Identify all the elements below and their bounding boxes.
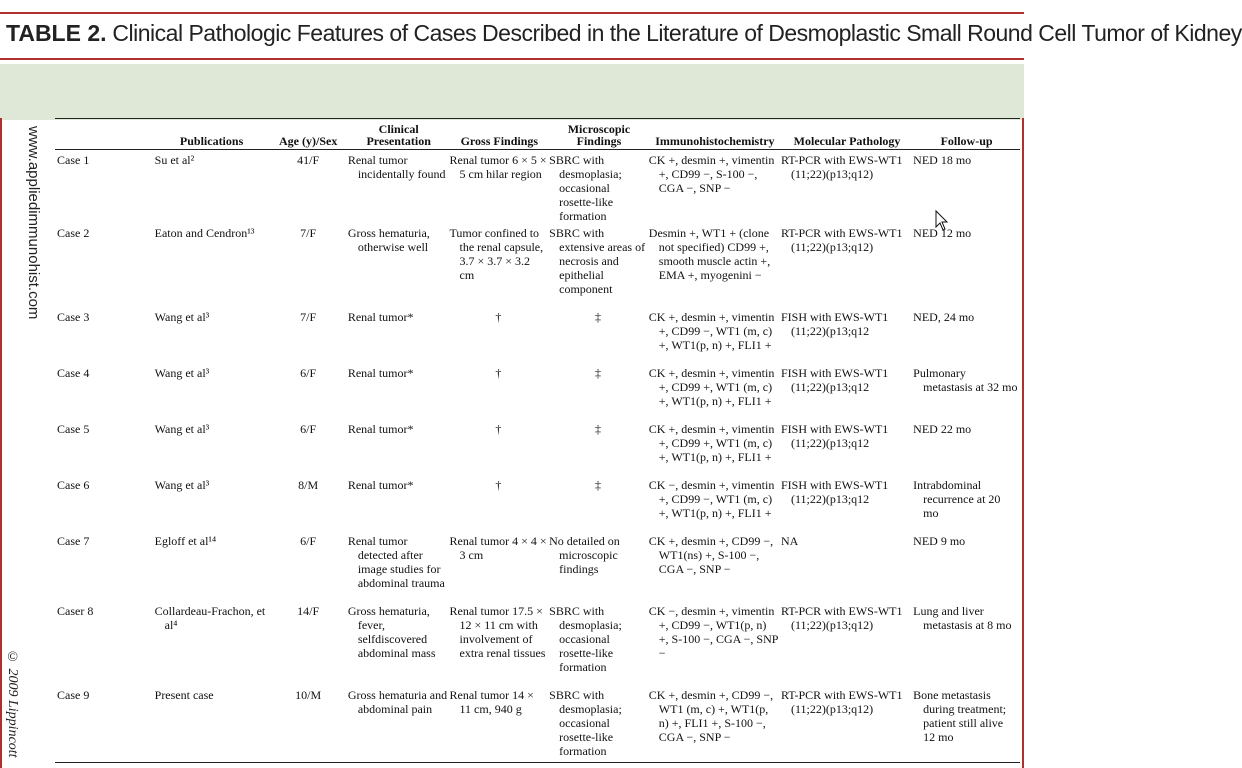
cell-follow-up: NED 12 mo bbox=[913, 226, 972, 240]
cell-microscopic-findings: SBRC with desmoplasia; occasional rosette-like formation bbox=[549, 153, 622, 223]
cell-gross-findings: Renal tumor 14 × 11 cm, 940 g bbox=[449, 688, 534, 716]
header-publications: Publications bbox=[155, 119, 269, 150]
cell-immunohistochemistry: CK −, desmin +, vimentin +, CD99 −, WT1 (m, c) +, WT1(p, n) +, FLI1 + bbox=[648, 478, 775, 520]
table-row bbox=[55, 475, 1020, 531]
cell-immunohistochemistry: CK +, desmin +, vimentin +, CD99 +, WT1 (m, c) +, WT1(p, n) +, FLI1 + bbox=[648, 422, 775, 464]
side-copyright-text: © 2009 Lippincott bbox=[5, 650, 20, 758]
table-title-label: TABLE 2. bbox=[6, 20, 107, 46]
cell-microscopic-findings: ‡ bbox=[594, 478, 601, 492]
cell-age-sex: 41/F bbox=[297, 153, 320, 167]
cell-age-sex: 10/M bbox=[295, 688, 322, 702]
cell-microscopic-findings: SBRC with extensive areas of necrosis and epithelial component bbox=[549, 226, 646, 296]
cell-follow-up: Intrabdominal recurrence at 20 mo bbox=[913, 478, 1001, 520]
cell-gross-findings: Renal tumor 6 × 5 × 5 cm hilar region bbox=[449, 153, 547, 181]
header-age-sex: Age (y)/Sex bbox=[269, 119, 348, 150]
cell-molecular-pathology: RT-PCR with EWS-WT1 (11;22)(p13;q12) bbox=[780, 688, 903, 716]
table-container bbox=[55, 118, 1020, 763]
cell-age-sex: 8/M bbox=[298, 478, 319, 492]
table-row bbox=[55, 307, 1020, 363]
cell-clinical-presentation: Renal tumor* bbox=[347, 366, 414, 380]
cell-microscopic-findings: SBRC with desmoplasia; occasional rosette-like formation bbox=[549, 688, 622, 758]
cell-gross-findings: † bbox=[495, 366, 502, 380]
cell-molecular-pathology: RT-PCR with EWS-WT1 (11;22)(p13;q12) bbox=[780, 604, 903, 632]
cell-publication: Wang et al³ bbox=[154, 366, 210, 380]
cell-case: Case 9 bbox=[57, 688, 90, 702]
cell-age-sex: 6/F bbox=[300, 534, 317, 548]
header-immunohistochemistry: Immunohistochemistry bbox=[649, 119, 781, 150]
cell-follow-up: Pulmonary metastasis at 32 mo bbox=[913, 366, 1018, 394]
table-row bbox=[55, 419, 1020, 475]
cell-publication: Present case bbox=[154, 688, 214, 702]
cell-age-sex: 7/F bbox=[300, 226, 317, 240]
cell-gross-findings: † bbox=[495, 422, 502, 436]
table-row bbox=[55, 685, 1020, 758]
cell-age-sex: 14/F bbox=[297, 604, 320, 618]
cell-gross-findings: † bbox=[495, 478, 502, 492]
cell-molecular-pathology: FISH with EWS-WT1 (11;22)(p13;q12 bbox=[780, 422, 889, 450]
cell-molecular-pathology: RT-PCR with EWS-WT1 (11;22)(p13;q12) bbox=[780, 226, 903, 254]
cell-case: Caser 8 bbox=[57, 604, 94, 618]
cell-case: Case 2 bbox=[57, 226, 90, 240]
cell-gross-findings: Renal tumor 17.5 × 12 × 11 cm with involvement of extra renal tissues bbox=[449, 604, 546, 660]
cell-publication: Egloff et al¹⁴ bbox=[154, 534, 217, 548]
slide-top-margin bbox=[0, 0, 1024, 12]
table-bottom-rule bbox=[55, 762, 1020, 763]
cell-microscopic-findings: SBRC with desmoplasia; occasional rosette-like formation bbox=[549, 604, 622, 674]
header-gross-findings: Gross Findings bbox=[450, 119, 550, 150]
cell-age-sex: 6/F bbox=[300, 366, 317, 380]
table-row bbox=[55, 150, 1020, 224]
cell-follow-up: NED 9 mo bbox=[913, 534, 966, 548]
cell-case: Case 4 bbox=[57, 366, 90, 380]
cell-microscopic-findings: ‡ bbox=[594, 366, 601, 380]
cell-age-sex: 7/F bbox=[300, 310, 317, 324]
cell-clinical-presentation: Renal tumor* bbox=[347, 310, 414, 324]
title-bar bbox=[0, 12, 1242, 60]
cell-follow-up: Bone metastasis during treatment; patient still alive 12 mo bbox=[913, 688, 1007, 744]
table-row bbox=[55, 601, 1020, 685]
cell-clinical-presentation: Gross hematuria, fever, selfdiscovered abdominal mass bbox=[347, 604, 436, 660]
header-microscopic-findings: Microscopic Findings bbox=[549, 119, 649, 150]
cell-molecular-pathology: NA bbox=[780, 534, 799, 548]
header-case bbox=[55, 119, 155, 150]
table-row bbox=[55, 363, 1020, 419]
cell-immunohistochemistry: CK +, desmin +, CD99 −, WT1(ns) +, S-100 −, CGA −, SNP − bbox=[648, 534, 774, 576]
features-table bbox=[55, 118, 1020, 758]
cell-publication: Eaton and Cendron¹³ bbox=[154, 226, 255, 240]
cell-case: Case 6 bbox=[57, 478, 90, 492]
cell-follow-up: NED, 24 mo bbox=[913, 310, 975, 324]
cell-microscopic-findings: ‡ bbox=[594, 422, 601, 436]
header-band bbox=[0, 64, 1024, 120]
cell-microscopic-findings: ‡ bbox=[594, 310, 601, 324]
cell-age-sex: 6/F bbox=[300, 422, 317, 436]
cell-microscopic-findings: No detailed on microscopic findings bbox=[549, 534, 620, 576]
cell-molecular-pathology: RT-PCR with EWS-WT1 (11;22)(p13;q12) bbox=[780, 153, 903, 181]
table-title-text: Clinical Pathologic Features of Cases Described in the Literature of Desmoplastic Small Round Cell Tumor of Kidney bbox=[112, 20, 1242, 46]
cell-immunohistochemistry: CK +, desmin +, CD99 −, WT1 (m, c) +, WT1(p, n) +, FLI1 +, S-100 −, CGA −, SNP − bbox=[648, 688, 774, 744]
cell-publication: Wang et al³ bbox=[154, 310, 210, 324]
table-header-row bbox=[55, 119, 1020, 150]
cell-gross-findings: Renal tumor 4 × 4 × 3 cm bbox=[449, 534, 547, 562]
cell-follow-up: Lung and liver metastasis at 8 mo bbox=[913, 604, 1012, 632]
table-title bbox=[6, 20, 1242, 47]
cell-case: Case 3 bbox=[57, 310, 90, 324]
cell-case: Case 7 bbox=[57, 534, 90, 548]
cell-publication: Wang et al³ bbox=[154, 422, 210, 436]
cell-immunohistochemistry: Desmin +, WT1 + (clone not specified) CD99 +, smooth muscle actin +, EMA +, myogenini − bbox=[648, 226, 771, 282]
cell-case: Case 1 bbox=[57, 153, 90, 167]
cell-follow-up: NED 22 mo bbox=[913, 422, 972, 436]
cell-follow-up: NED 18 mo bbox=[913, 153, 972, 167]
cell-clinical-presentation: Gross hematuria, otherwise well bbox=[347, 226, 430, 254]
table-row bbox=[55, 531, 1020, 601]
cell-immunohistochemistry: CK −, desmin +, vimentin +, CD99 −, WT1(p, n) +, S-100 −, CGA −, SNP − bbox=[648, 604, 778, 660]
cell-molecular-pathology: FISH with EWS-WT1 (11;22)(p13;q12 bbox=[780, 478, 889, 506]
cell-publication: Collardeau-Frachon, et al⁴ bbox=[154, 604, 266, 632]
cell-clinical-presentation: Renal tumor detected after image studies for abdominal trauma bbox=[347, 534, 445, 590]
table-body bbox=[55, 150, 1020, 759]
header-follow-up: Follow-up bbox=[913, 119, 1020, 150]
cell-clinical-presentation: Renal tumor incidentally found bbox=[347, 153, 446, 181]
cell-gross-findings: Tumor confined to the renal capsule, 3.7 × 3.7 × 3.2 cm bbox=[449, 226, 544, 282]
cell-molecular-pathology: FISH with EWS-WT1 (11;22)(p13;q12 bbox=[780, 366, 889, 394]
cell-clinical-presentation: Renal tumor* bbox=[347, 422, 414, 436]
table-row bbox=[55, 223, 1020, 307]
cell-publication: Wang et al³ bbox=[154, 478, 210, 492]
cell-immunohistochemistry: CK +, desmin +, vimentin +, CD99 +, WT1 (m, c) +, WT1(p, n) +, FLI1 + bbox=[648, 366, 775, 408]
cell-immunohistochemistry: CK +, desmin +, vimentin +, CD99 −, S-100 −, CGA −, SNP − bbox=[648, 153, 775, 195]
cell-gross-findings: † bbox=[495, 310, 502, 324]
cell-molecular-pathology: FISH with EWS-WT1 (11;22)(p13;q12 bbox=[780, 310, 889, 338]
cell-publication: Su et al² bbox=[154, 153, 195, 167]
side-url-text: www.appliedimmunohist.com bbox=[25, 126, 42, 320]
header-clinical-presentation: Clinical Presentation bbox=[348, 119, 450, 150]
cell-clinical-presentation: Renal tumor* bbox=[347, 478, 414, 492]
header-molecular-pathology: Molecular Pathology bbox=[781, 119, 913, 150]
cell-immunohistochemistry: CK +, desmin +, vimentin +, CD99 −, WT1 (m, c) +, WT1(p, n) +, FLI1 + bbox=[648, 310, 775, 352]
cell-clinical-presentation: Gross hematuria and abdominal pain bbox=[347, 688, 448, 716]
cell-case: Case 5 bbox=[57, 422, 90, 436]
